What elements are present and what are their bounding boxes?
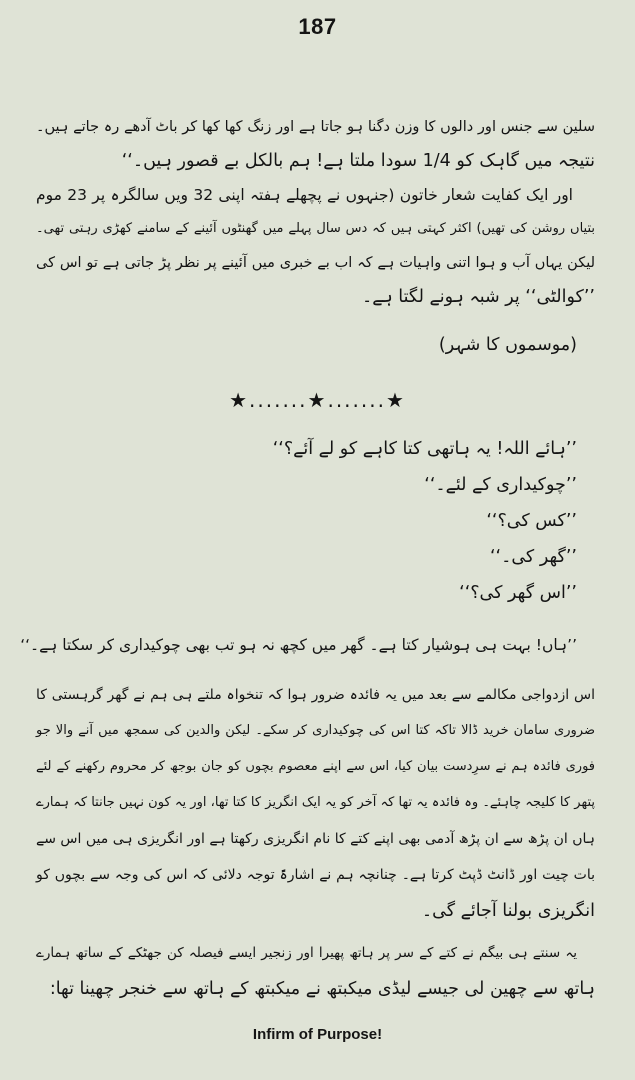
text-line: نتیجہ میں گاہک کو 1/4 سودا ملتا ہے! ہم بالکل بے قصور ہیں۔‘‘ [121,151,595,171]
text-line: سلین سے جنس اور دالوں کا وزن دگنا ہو جاتا ہے اور زنگ کھا کھا کر باٹ آدھے رہ جاتے ہیں۔ [36,119,595,135]
source-attribution: (موسموں کا شہر) [438,335,577,355]
dialogue-line: ’’اس گھر کی؟‘‘ [459,583,577,603]
text-line: بات چیت اور ڈانٹ ڈپٹ کرتا ہے۔ چنانچہ ہم نے اشارۃً توجہ دلائی کہ اس کی وجہ سے بچوں کو [36,867,595,883]
page-number: 187 [298,14,337,39]
text-line: ہاتھ سے چھین لی جیسے لیڈی میکبتھ نے میکبتھ کے ہاتھ سے خنجر چھینا تھا: [49,979,595,999]
dialogue-line: ’’کس کی؟‘‘ [486,511,577,531]
footer-title: Infirm of Purpose! [252,1026,383,1043]
text-line: ضروری سامان خرید ڈالا تاکہ کتا اس کی چوکیداری کر سکے۔ لیکن والدین کی سمجھ میں آنے والا جو [36,723,595,738]
text-line: اور ایک کفایت شعار خاتون (جنہوں نے پچھلے ہفتہ اپنی 32 ویں سالگرہ پر 23 موم [36,186,573,204]
text-line: پتھر کا کلیجہ چاہئے۔ وہ فائدہ یہ تھا کہ آخر کو یہ ایک انگریز کا کتا تھا، اور یہ کون نہیں جانتا کہ ہمارے [36,795,595,810]
text-line: اس ازدواجی مکالمے سے بعد میں یہ فائدہ ضرور ہوا کہ تنخواہ ملتے ہی ہم نے گھر گرہستی کا [36,687,595,703]
dialogue-line: ’’ہائے اللہ! یہ ہاتھی کتا کاہے کو لے آئے؟‘‘ [272,439,577,459]
section-divider: ★.......★.......★ [229,388,406,412]
text-line: لیکن یہاں آب و ہوا اتنی واہیات ہے کہ اب بے خبری میں آئینے پر نظر پڑ جاتی ہے تو اس کی [36,255,595,271]
text-line: یہ سنتے ہی بیگم نے کتے کے سر پر ہاتھ پھیرا اور زنجیر ایسے فیصلہ کن جھٹکے کے ساتھ ہمارے [36,945,577,961]
text-line: بتیاں روشن کی تھیں) اکثر کہتی ہیں کہ دس سال پہلے میں گھنٹوں آئینے کے سامنے کھڑی رہتی تھی۔ [36,221,595,236]
dialogue-line: ’’گھر کی۔‘‘ [489,547,577,567]
text-line: ہاں ان پڑھ سے ان پڑھ آدمی بھی اپنے کتے کا نام انگریزی رکھتا ہے اور انگریزی ہی میں اس سے [36,831,595,847]
dialogue-line: ’’چوکیداری کے لئے۔‘‘ [424,475,577,495]
text-line: ’’کوالٹی‘‘ پر شبہ ہونے لگتا ہے۔ [361,287,595,307]
dialogue-line: ’’ہاں! بہت ہی ہوشیار کتا ہے۔ گھر میں کچھ نہ ہو تب بھی چوکیداری کر سکتا ہے۔‘‘ [20,636,577,654]
text-line: انگریزی بولنا آجائے گی۔ [421,901,595,921]
text-line: فوری فائدہ ہم نے سرِدست بیان کیا، اس سے اپنے معصوم بچوں کو جان بوجھ کر محروم رکھنے کے لئے [36,759,595,774]
